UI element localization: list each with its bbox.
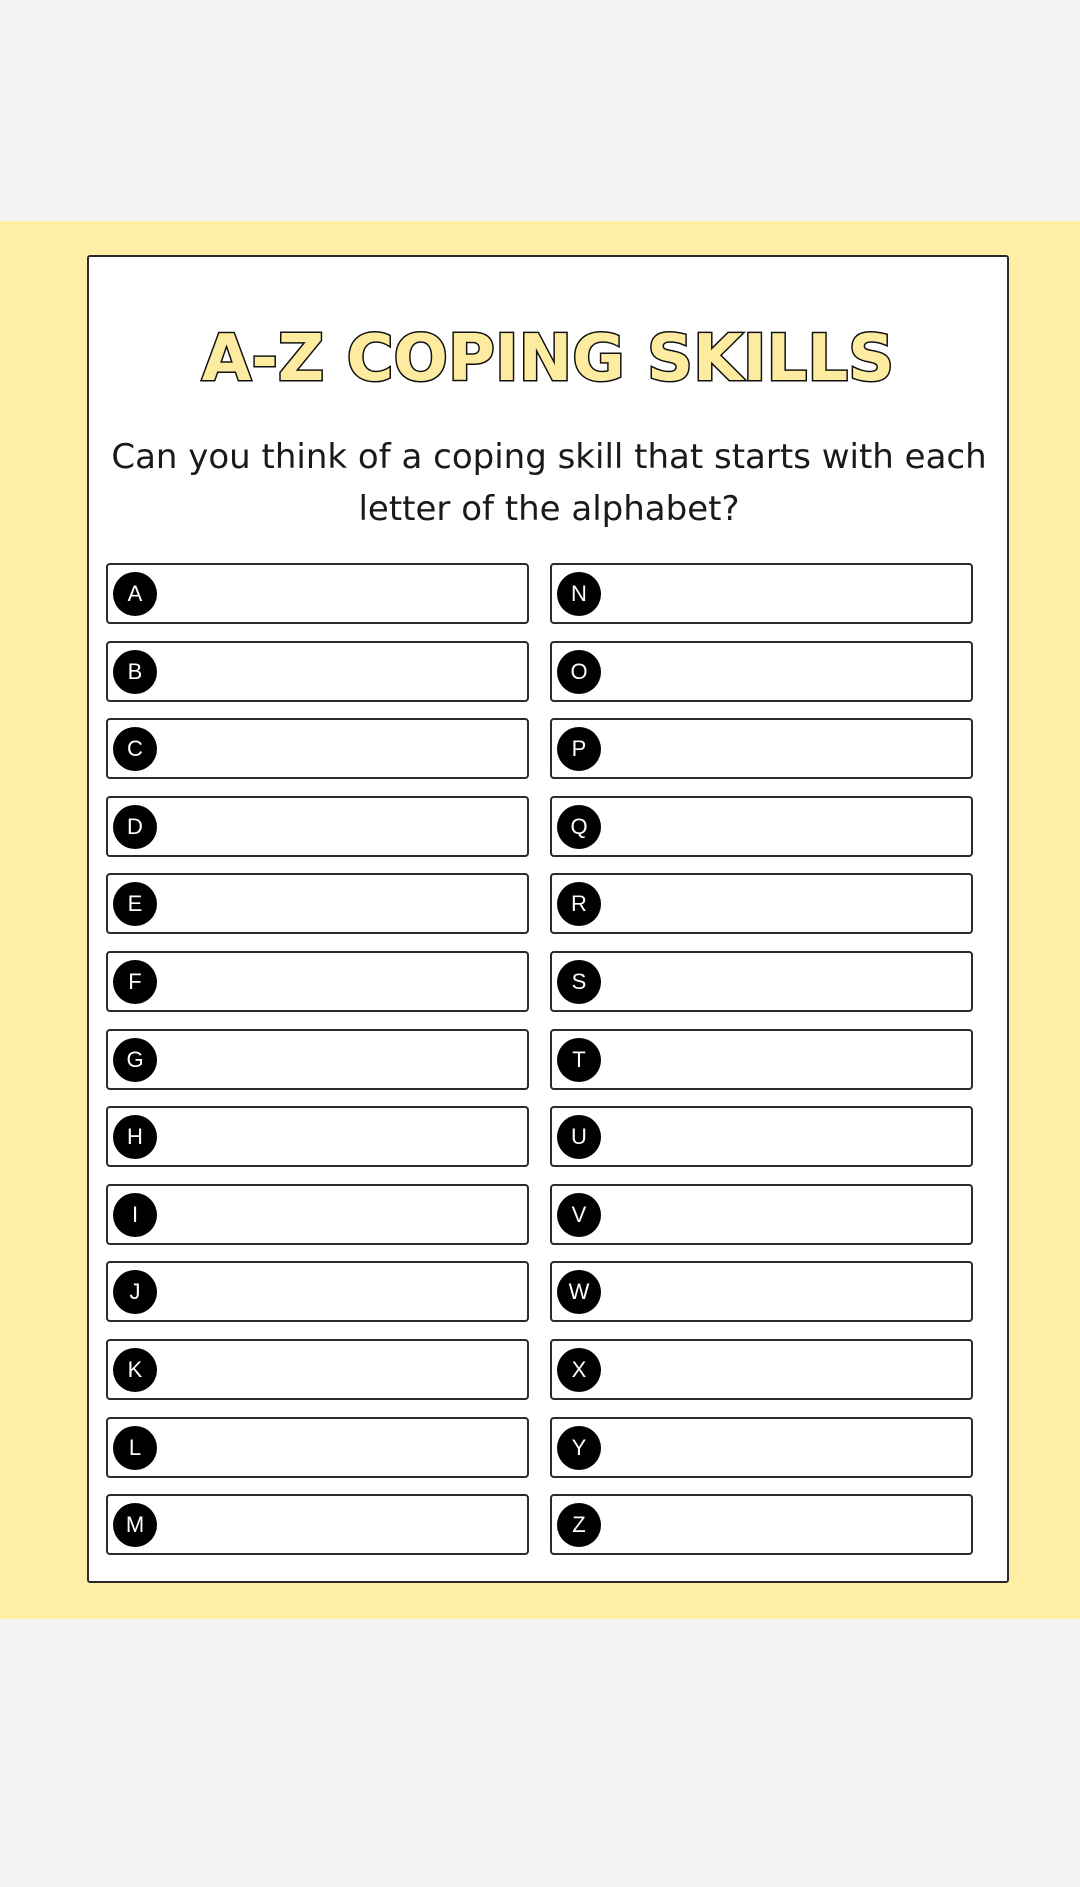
answer-field-k[interactable] (166, 1345, 519, 1394)
letter-badge: K (113, 1348, 157, 1392)
answer-row-o (550, 641, 973, 702)
letter-badge: B (113, 650, 157, 694)
answer-row-k (106, 1339, 529, 1400)
letter-badge: Z (557, 1503, 601, 1547)
letter-badge: O (557, 650, 601, 694)
answer-field-x[interactable] (610, 1345, 963, 1394)
letter-badge: Q (557, 805, 601, 849)
answer-field-j[interactable] (166, 1267, 519, 1316)
letter-badge: W (557, 1270, 601, 1314)
answer-row-i (106, 1184, 529, 1245)
answer-row-v (550, 1184, 973, 1245)
answer-row-c (106, 718, 529, 779)
letters-column-a-m (106, 563, 529, 1572)
letters-column-n-z (550, 563, 973, 1572)
answer-row-u (550, 1106, 973, 1167)
answer-field-b[interactable] (166, 647, 519, 696)
answer-field-z[interactable] (610, 1500, 963, 1549)
letter-badge: C (113, 727, 157, 771)
answer-field-t[interactable] (610, 1035, 963, 1084)
answer-row-j (106, 1261, 529, 1322)
answer-field-a[interactable] (166, 569, 519, 618)
answer-field-u[interactable] (610, 1112, 963, 1161)
answer-row-q (550, 796, 973, 857)
letter-badge: X (557, 1348, 601, 1392)
answer-field-s[interactable] (610, 957, 963, 1006)
letter-badge: U (557, 1115, 601, 1159)
answer-row-d (106, 796, 529, 857)
answer-field-r[interactable] (610, 879, 963, 928)
answer-row-h (106, 1106, 529, 1167)
answer-row-r (550, 873, 973, 934)
answer-field-q[interactable] (610, 802, 963, 851)
answer-row-a (106, 563, 529, 624)
letter-badge: G (113, 1038, 157, 1082)
answer-field-h[interactable] (166, 1112, 519, 1161)
answer-row-t (550, 1029, 973, 1090)
letter-badge: V (557, 1193, 601, 1237)
answer-field-d[interactable] (166, 802, 519, 851)
letter-badge: H (113, 1115, 157, 1159)
answer-row-s (550, 951, 973, 1012)
letter-badge: I (113, 1193, 157, 1237)
letter-badge: E (113, 882, 157, 926)
answer-row-f (106, 951, 529, 1012)
answer-row-p (550, 718, 973, 779)
answer-field-e[interactable] (166, 879, 519, 928)
letter-badge: J (113, 1270, 157, 1314)
worksheet (87, 255, 1009, 1583)
answer-row-x (550, 1339, 973, 1400)
answer-row-m (106, 1494, 529, 1555)
answer-row-l (106, 1417, 529, 1478)
answer-field-o[interactable] (610, 647, 963, 696)
letter-badge: L (113, 1426, 157, 1470)
answer-row-b (106, 641, 529, 702)
letter-badge: A (113, 572, 157, 616)
answer-row-g (106, 1029, 529, 1090)
letter-badge: N (557, 572, 601, 616)
answer-row-n (550, 563, 973, 624)
worksheet-title: A-Z COPING SKILLS (201, 322, 895, 396)
letter-badge: D (113, 805, 157, 849)
answer-field-c[interactable] (166, 724, 519, 773)
answer-field-v[interactable] (610, 1190, 963, 1239)
answer-field-w[interactable] (610, 1267, 963, 1316)
answer-field-l[interactable] (166, 1423, 519, 1472)
answer-field-m[interactable] (166, 1500, 519, 1549)
answer-field-f[interactable] (166, 957, 519, 1006)
answer-field-p[interactable] (610, 724, 963, 773)
answer-row-w (550, 1261, 973, 1322)
letter-badge: F (113, 960, 157, 1004)
letter-badge: P (557, 727, 601, 771)
answer-row-z (550, 1494, 973, 1555)
letter-badge: M (113, 1503, 157, 1547)
answer-row-e (106, 873, 529, 934)
answer-field-g[interactable] (166, 1035, 519, 1084)
answer-field-i[interactable] (166, 1190, 519, 1239)
worksheet-instructions: Can you think of a coping skill that starts with each letter of the alphabet? (111, 437, 987, 529)
letter-badge: S (557, 960, 601, 1004)
answer-field-n[interactable] (610, 569, 963, 618)
letter-badge: Y (557, 1426, 601, 1470)
letter-badge: R (557, 882, 601, 926)
answer-field-y[interactable] (610, 1423, 963, 1472)
letter-badge: T (557, 1038, 601, 1082)
answer-row-y (550, 1417, 973, 1478)
